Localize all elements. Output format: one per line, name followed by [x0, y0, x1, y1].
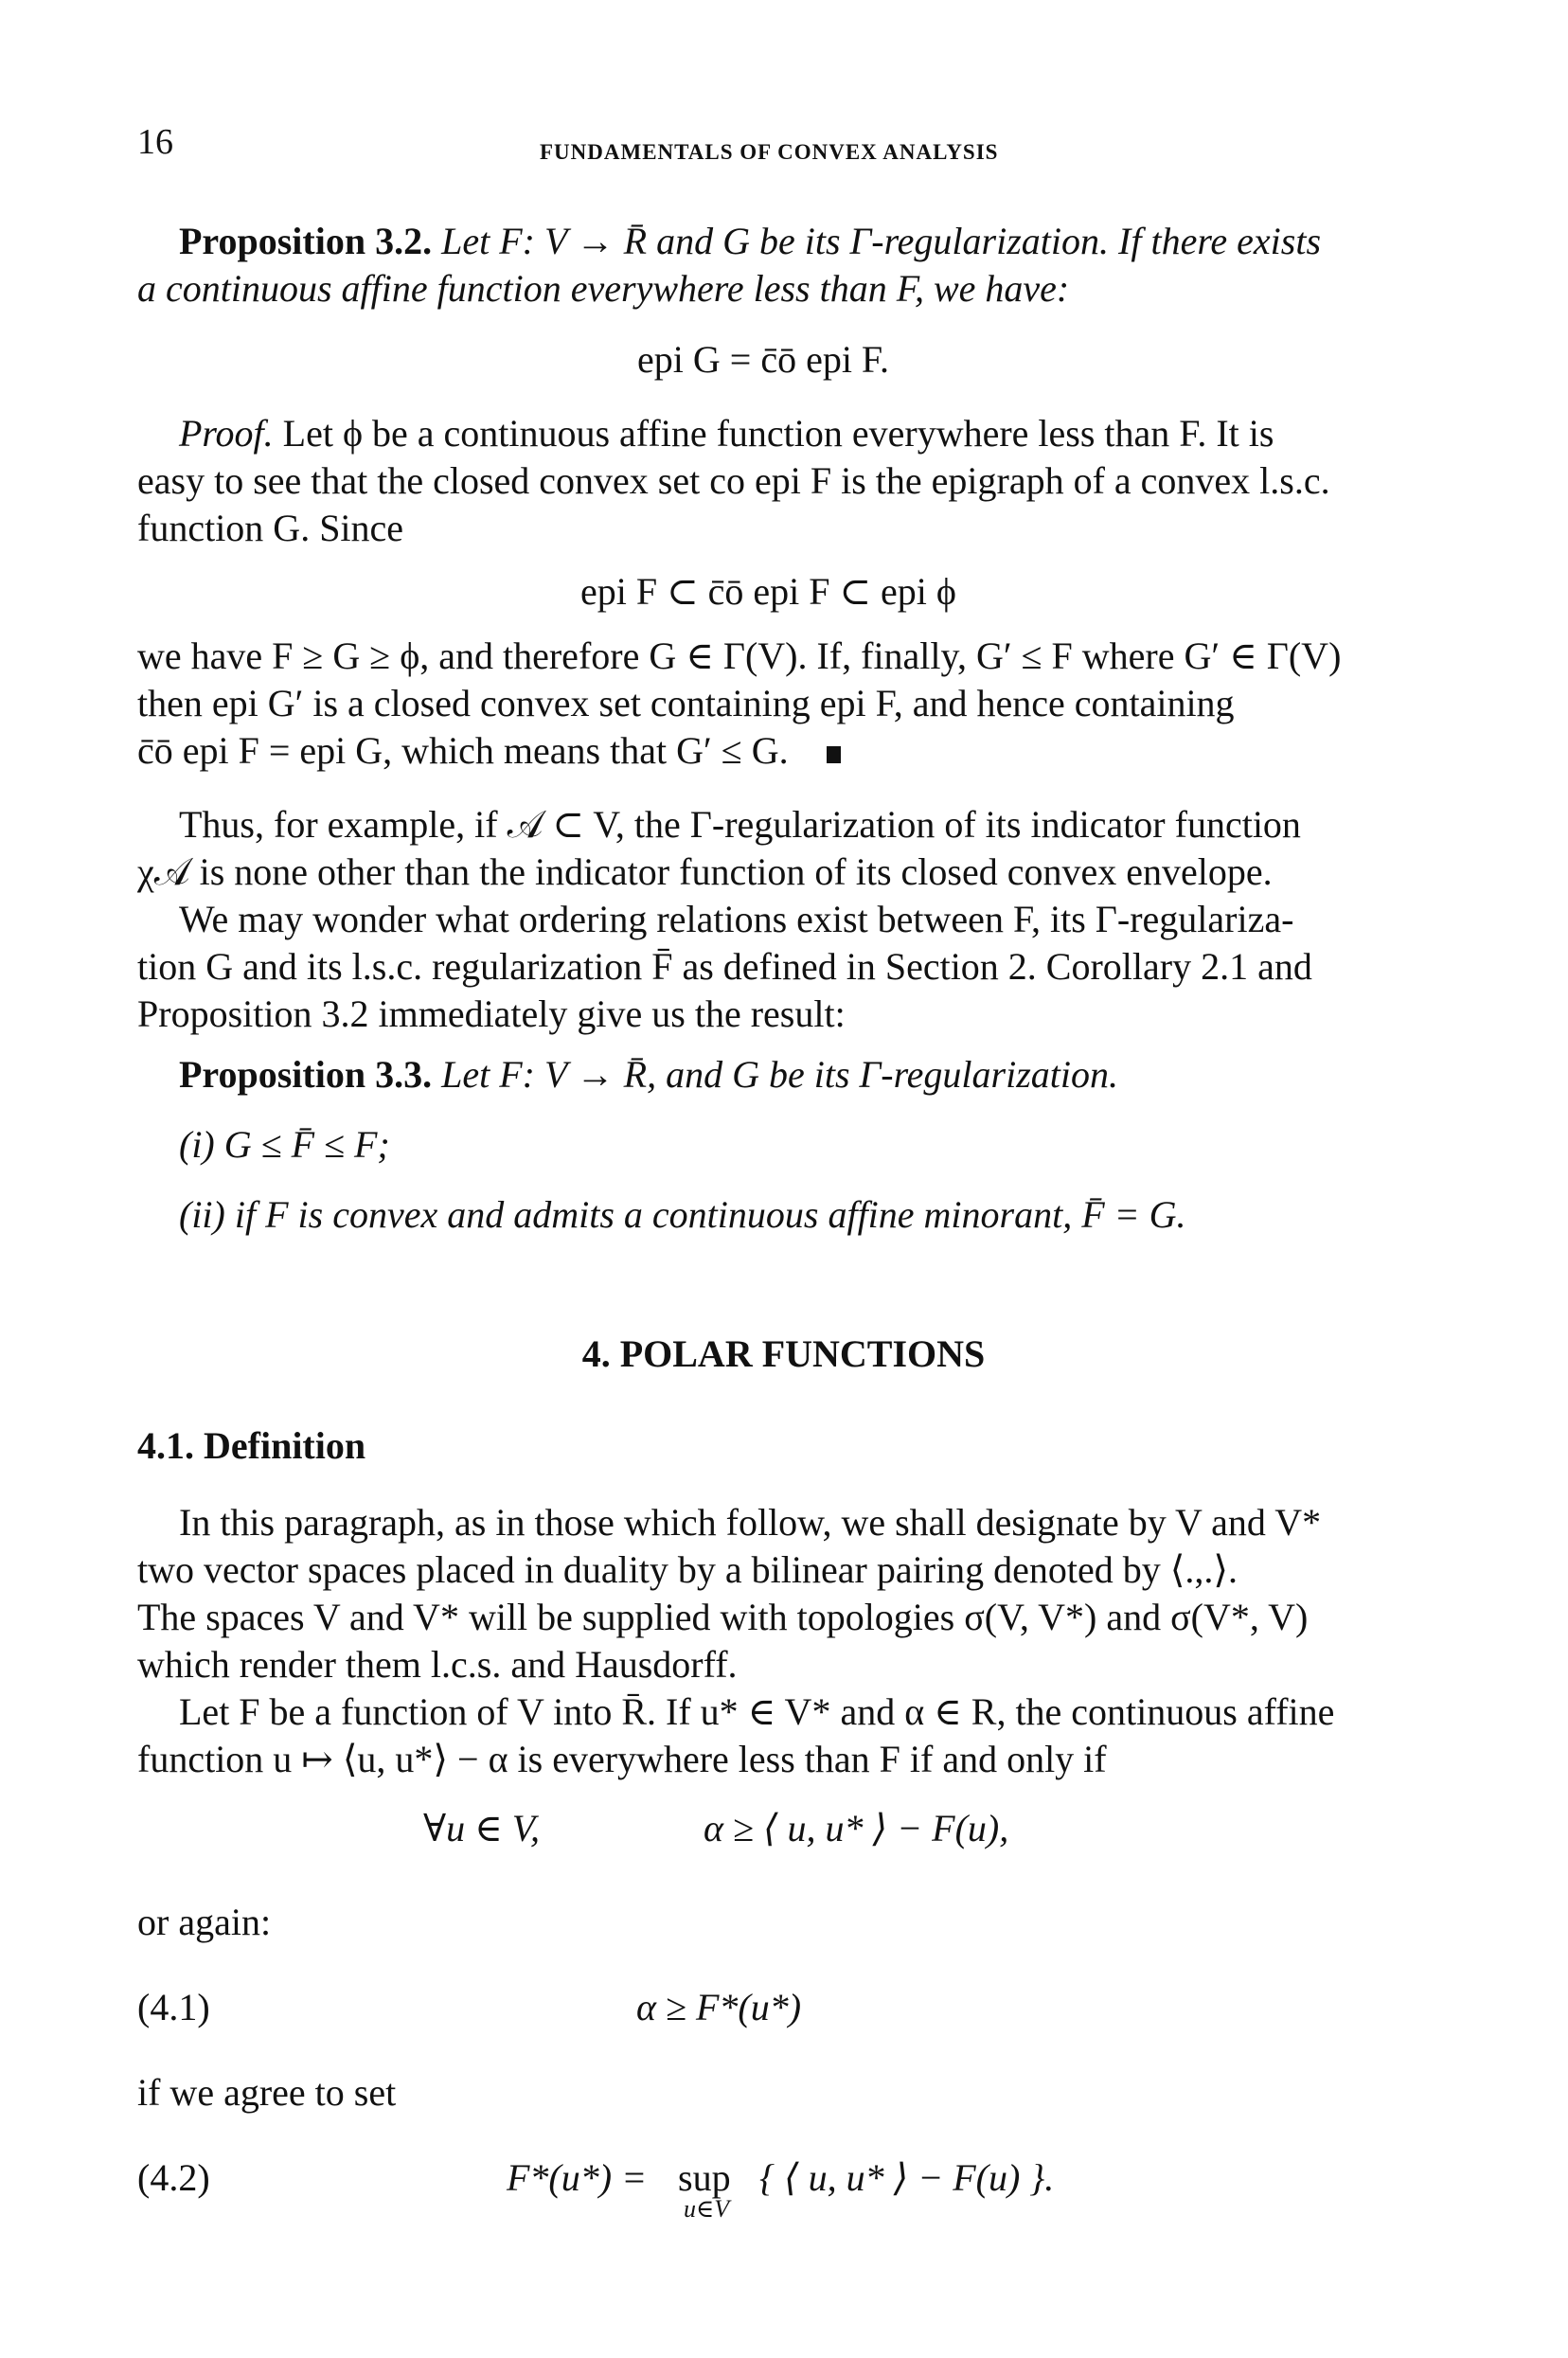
qed-mark	[827, 746, 841, 763]
prop32-label: Proposition 3.2.	[179, 220, 433, 262]
proposition-3-3	[179, 1051, 1430, 1239]
proof-equation: epi F ⊂ c̄ō epi F ⊂ epi ϕ	[580, 570, 956, 613]
para-def-line-2: two vector spaces placed in duality by a bilinear pairing denoted by ⟨.,.⟩.	[137, 1548, 1238, 1591]
eq42-sup: sup	[678, 2156, 731, 2199]
para-definition	[137, 1499, 1430, 1688]
proof-conclusion	[137, 633, 1430, 775]
agree-text: if we agree to set	[137, 2071, 397, 2114]
para-wonder	[137, 896, 1430, 1038]
proof-after-3: c̄ō epi F = epi G, which means that G′ ≤ G.	[137, 729, 789, 772]
para-thus	[137, 801, 1430, 896]
eq42-sub: u∈V	[684, 2195, 730, 2223]
eq41-body: α ≥ F*(u*)	[636, 1986, 802, 2028]
para-wonder-line-2: tion G and its l.s.c. regularization F̄ as defined in Section 2. Corollary 2.1 and	[137, 945, 1312, 988]
proof-after-2: then epi G′ is a closed convex set containing epi F, and hence containing	[137, 682, 1235, 724]
section-title: 4. POLAR FUNCTIONS	[581, 1332, 986, 1375]
para-let-line-1: Let F be a function of V into R̄. If u* ∈ V* and α ∈ R, the continuous affine	[179, 1690, 1335, 1733]
proof-block	[137, 410, 1430, 552]
prop32-equation: epi G = c̄ō epi F.	[637, 338, 889, 381]
proof-line-3: function G. Since	[137, 507, 404, 549]
para-def-line-4: which render them l.c.s. and Hausdorff.	[137, 1643, 738, 1686]
para-thus-line-2: χ𝒜 is none other than the indicator function of its closed convex envelope.	[137, 850, 1273, 893]
para-wonder-line-3: Proposition 3.2 immediately give us the result:	[137, 992, 846, 1035]
eq-forall-right: α ≥ ⟨ u, u* ⟩ − F(u),	[704, 1807, 1009, 1849]
prop32-statement-a: Let F: V → R̄ and G be its Γ-regularization. If there exists	[441, 220, 1322, 262]
proof-line-2: easy to see that the closed convex set co epi F is the epigraph of a convex l.s.c.	[137, 459, 1330, 502]
para-def-line-1: In this paragraph, as in those which follow, we shall designate by V and V*	[179, 1501, 1322, 1544]
prop33-item-i: (i) G ≤ F̄ ≤ F;	[179, 1123, 390, 1166]
eq-forall-left: ∀u ∈ V,	[423, 1807, 541, 1849]
page-number: 16	[137, 122, 173, 162]
prop33-statement: Let F: V → R̄, and G be its Γ-regularization.	[441, 1053, 1119, 1096]
para-def-line-3: The spaces V and V* will be supplied with topologies σ(V, V*) and σ(V*, V)	[137, 1596, 1309, 1638]
para-let	[137, 1688, 1430, 1783]
proposition-3-2	[137, 218, 1430, 313]
prop32-statement-b: a continuous affine function everywhere less than F, we have:	[137, 267, 1070, 310]
proof-line-1: Let ϕ be a continuous affine function everywhere less than F. It is	[282, 412, 1274, 455]
or-again: or again:	[137, 1901, 272, 1943]
proof-label: Proof.	[179, 412, 274, 455]
eq41-tag: (4.1)	[137, 1986, 210, 2028]
eq42-lhs: F*(u*) =	[507, 2156, 648, 2199]
eq42-tag: (4.2)	[137, 2156, 210, 2199]
eq42-rhs: { ⟨ u, u* ⟩ − F(u) }.	[759, 2156, 1055, 2199]
subsection-title: 4.1. Definition	[137, 1424, 366, 1467]
running-title: FUNDAMENTALS OF CONVEX ANALYSIS	[540, 140, 999, 164]
para-let-line-2: function u ↦ ⟨u, u*⟩ − α is everywhere less than F if and only if	[137, 1738, 1107, 1780]
para-wonder-line-1: We may wonder what ordering relations exist between F, its Γ-regulariza-	[179, 898, 1294, 940]
prop33-item-ii: (ii) if F is convex and admits a continuous affine minorant, F̄ = G.	[179, 1193, 1186, 1236]
proof-after-1: we have F ≥ G ≥ ϕ, and therefore G ∈ Γ(V). If, finally, G′ ≤ F where G′ ∈ Γ(V)	[137, 634, 1342, 677]
prop33-label: Proposition 3.3.	[179, 1053, 433, 1096]
para-thus-line-1: Thus, for example, if 𝒜 ⊂ V, the Γ-regularization of its indicator function	[179, 803, 1301, 846]
